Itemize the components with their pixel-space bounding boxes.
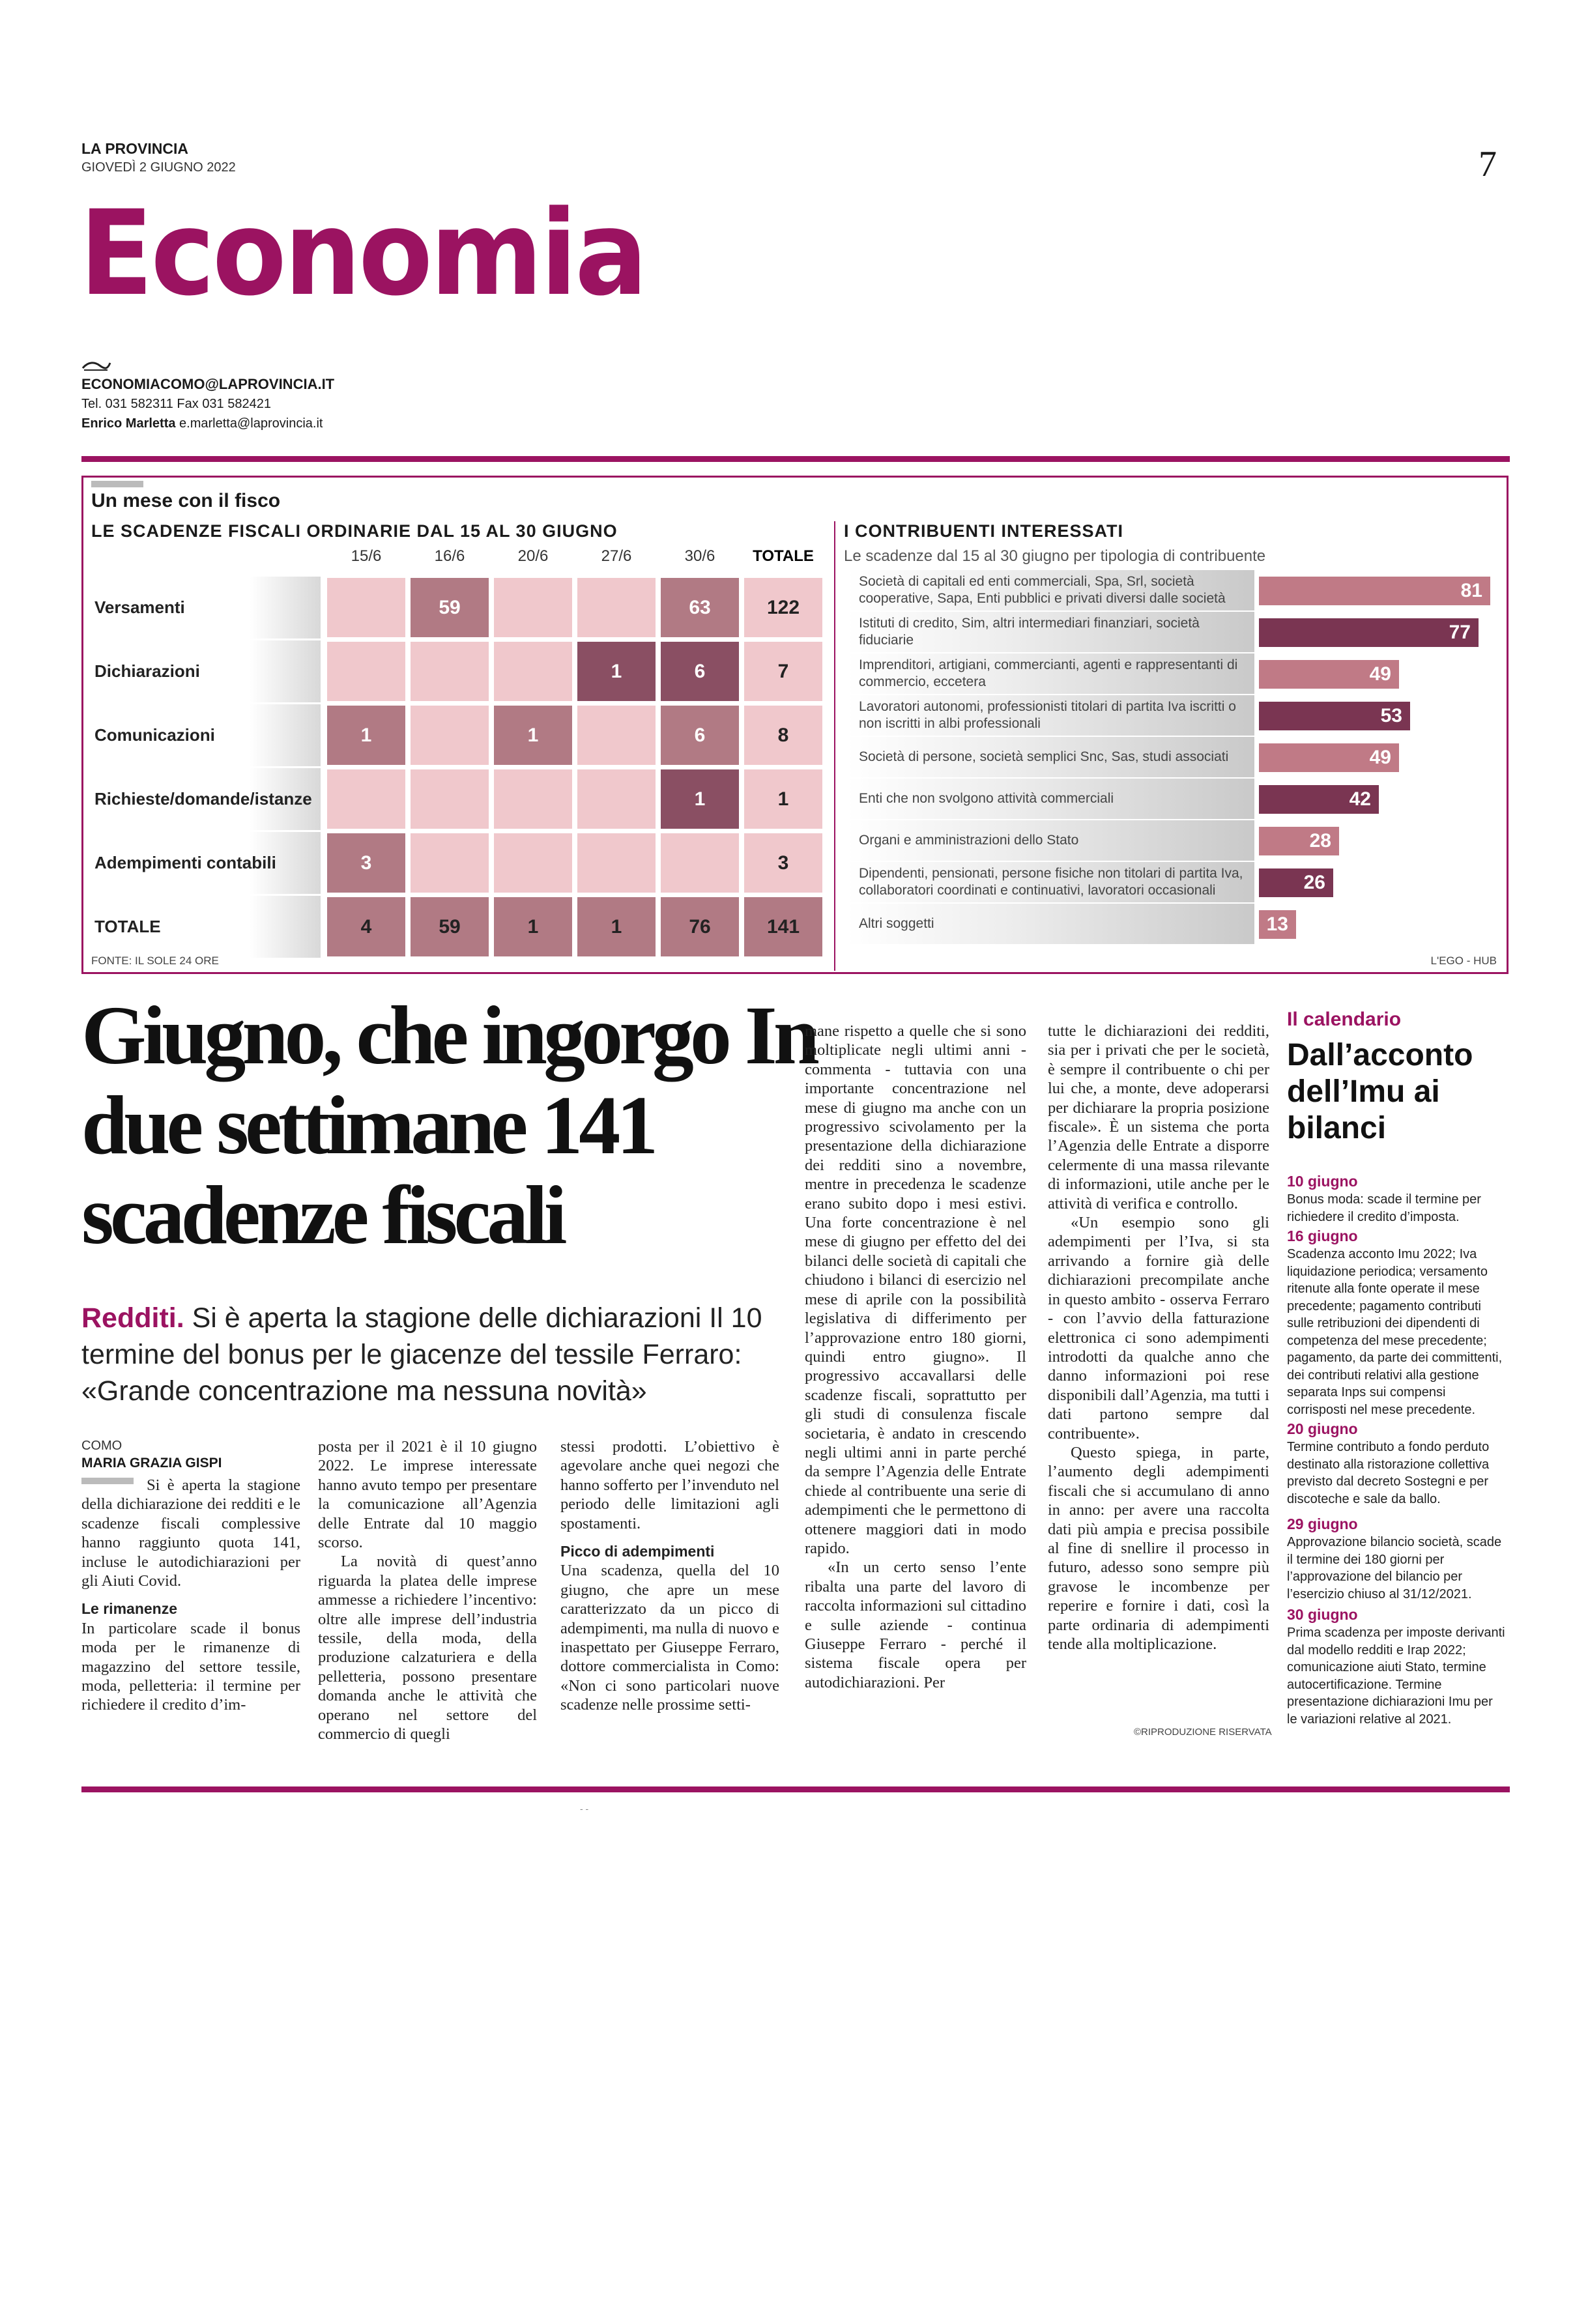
table-cell: 59 (409, 577, 490, 638)
chart-bar (1259, 743, 1399, 772)
calendar-text: Bonus moda: scade il termine per richiedere il credito d’imposta. (1287, 1192, 1481, 1224)
article-column-1 (81, 1476, 300, 1715)
table-column-header: 15/6 (351, 547, 382, 565)
table-row-label: Adempimenti contabili (94, 853, 276, 872)
calendar-date: 10 giugno (1287, 1173, 1358, 1190)
subtitle-picco: Picco di adempimenti (560, 1543, 715, 1560)
table-cell (659, 832, 740, 894)
article-column-3 (560, 1437, 779, 1715)
chart-bar (1259, 910, 1296, 939)
table-row-label: Comunicazioni (94, 725, 215, 745)
calendar-text: Termine contributo a fondo perduto destinato alla ristorazione collettiva previsto dal decreto Sostegni e per discoteche e sale da ballo. (1287, 1440, 1490, 1506)
table-cell: 1 (493, 704, 573, 766)
phone-fax: Tel. 031 582311 Fax 031 582421 (81, 397, 271, 411)
table-cell: 6 (659, 704, 740, 766)
table-cell (326, 640, 407, 702)
section-title: Economia (79, 186, 646, 322)
table-cell: 3 (743, 832, 824, 894)
table-cell: 122 (743, 577, 824, 638)
editor-name: Enrico Marletta (81, 416, 176, 431)
table-cell (576, 577, 657, 638)
table-cell: 1 (576, 640, 657, 702)
table-cell: 1 (659, 768, 740, 830)
calendar-text: Scadenza acconto Imu 2022; Iva liquidazione periodica; versamento ritenute alla fonte operate il mese precedente; pagamento contributi sulle retribuzioni dei dipendenti di competenza del mese precedente; pagamento, da parte dei committenti, dei contributi relativi alla gestione separata Inps sui compensi corrisposti nel mese precedente. (1287, 1247, 1503, 1417)
table-cell: 1 (743, 768, 824, 830)
paragraph: Questo spiega, in parte, l’aumento degli adempimenti fiscali che si accumulano di anno in anno: per avere una raccolta dati più ampia e precisa possibile al fine di snellire il processo in futuro, adesso sono sempre più gravose le incombenze per reperire e fornire i dati, così la parte ordinaria di adempimenti tende alla moltiplicazione. (1048, 1443, 1269, 1653)
subhead-text: Si è aperta la stagione delle dichiarazioni Il 10 termine del bonus per le giacenze del tessile Ferraro: «Grande concentrazione ma nessuna novità» (81, 1302, 762, 1407)
chart-bar (1259, 577, 1490, 605)
table-cell (576, 704, 657, 766)
category-label: Dipendenti, pensionati, persone fisiche non titolari di partita Iva, collaboratori coordinati e continuativi, lavoratori occasionali (859, 866, 1243, 898)
bar-value-label: 13 (1266, 913, 1288, 935)
category-label: Enti che non svolgono attività commerciali (859, 791, 1114, 806)
category-label: Società di persone, società semplici Snc, Sas, studi associati (859, 749, 1229, 764)
issue-date: GIOVEDÌ 2 GIUGNO 2022 (81, 160, 236, 175)
table-column-header: 20/6 (517, 547, 549, 565)
table-cell (493, 640, 573, 702)
subhead-kicker: Redditi. (81, 1302, 184, 1334)
category-label: Altri soggetti (859, 916, 934, 931)
table-cell: 8 (743, 704, 824, 766)
chart-bar (1259, 785, 1379, 814)
table-cell: 1 (576, 896, 657, 958)
table-column-header: 30/6 (684, 547, 715, 565)
paragraph: posta per il 2021 è il 10 giugno 2022. Le imprese interessate hanno avuto tempo per presentare la comunicazione all’Agenzia delle Entrate dal 10 maggio scorso. (318, 1438, 537, 1552)
table-cell: 63 (659, 577, 740, 638)
bar-value-label: 81 (1460, 580, 1482, 601)
top-rule (81, 456, 1510, 462)
paragraph: stessi prodotti. L’obiettivo è agevolare anche quei negozi che hanno sofferto per l’invenduto nel periodo delle limitazioni agli spostamenti. (560, 1438, 779, 1532)
bottom-rule (81, 1786, 1510, 1792)
chart-heading: I CONTRIBUENTI INTERESSATI (844, 521, 1124, 541)
article-column-2 (318, 1437, 537, 1744)
category-label: Lavoratori autonomi, professionisti titolari di partita Iva iscritti o non iscritti in albi professionali (859, 699, 1236, 731)
calendar-date: 16 giugno (1287, 1227, 1358, 1244)
paragraph: «In un certo senso l’ente ribalta una parte del lavoro di raccolta informazioni sul cittadino e sulle aziende - continua Giuseppe Ferraro - perché il sistema fiscale opera per autodichiarazioni. Per (805, 1558, 1026, 1691)
table-cell: 1 (493, 896, 573, 958)
subtitle-rimanenze: Le rimanenze (81, 1600, 177, 1618)
table-cell: 3 (326, 832, 407, 894)
pen-icon (81, 360, 111, 372)
table-cell (576, 768, 657, 830)
chart-bar (1259, 660, 1399, 689)
table-row-label: Richieste/domande/istanze (94, 789, 312, 809)
chart-bar (1259, 618, 1479, 647)
table-cell: 7 (743, 640, 824, 702)
decorative-mark: - - (580, 1803, 589, 1814)
editor-email[interactable]: e.marletta@laprovincia.it (179, 416, 323, 431)
sidebar-title: Dall’acconto dell’Imu ai bilanci (1287, 1038, 1473, 1145)
infographic-divider (834, 521, 835, 971)
newspaper-name: LA PROVINCIA (81, 140, 188, 157)
copyright-note: ©RIPRODUZIONE RISERVATA (1134, 1727, 1272, 1738)
sidebar-kicker: Il calendario (1287, 1009, 1402, 1030)
table-cell (326, 768, 407, 830)
infographic-kicker: Un mese con il fisco (91, 490, 281, 511)
table-cell (493, 577, 573, 638)
calendar-date: 30 giugno (1287, 1606, 1358, 1623)
article-column-5 (1048, 1022, 1269, 1654)
contact-block (81, 375, 334, 433)
category-label: Imprenditori, artigiani, commercianti, agenti e rappresentanti di commercio, eccetera (859, 657, 1238, 689)
table-cell: 59 (409, 896, 490, 958)
category-label: Società di capitali ed enti commerciali, Spa, Srl, società cooperative, Sapa, Enti pubblici e privati diversi dalle società (859, 574, 1226, 606)
paragraph: In particolare scade il bonus moda per le rimanenze di magazzino del settore tessile, moda, pelletteria: il termine per richiedere il credito d’im- (81, 1619, 300, 1714)
bar-value-label: 42 (1349, 788, 1371, 810)
table-row-label: TOTALE (94, 917, 161, 936)
source-note: FONTE: IL SOLE 24 ORE (91, 954, 219, 967)
category-label: Istituti di credito, Sim, altri intermediari finanziari, società fiduciarie (859, 616, 1200, 648)
graphic-credit: L'EGO - HUB (1430, 954, 1497, 967)
bar-value-label: 77 (1449, 622, 1471, 643)
byline: MARIA GRAZIA GISPI (81, 1456, 222, 1470)
bar-value-label: 49 (1369, 747, 1391, 768)
table-cell: 4 (326, 896, 407, 958)
section-email[interactable]: ECONOMIACOMO@LAPROVINCIA.IT (81, 376, 335, 392)
article-subhead (81, 1300, 818, 1409)
table-column-header: 27/6 (601, 547, 632, 565)
article-headline: Giugno, che ingorgo In due settimane 141 scadenze fiscali (81, 989, 816, 1261)
table-cell (493, 832, 573, 894)
calendar-text: Approvazione bilancio società, scade il termine dei 180 giorni per l’approvazione del bilancio per l’esercizio chiuso al 31/12/2021. (1287, 1535, 1502, 1601)
table-cell (409, 832, 490, 894)
chart-bar (1259, 827, 1339, 855)
table-cell (409, 768, 490, 830)
calendar-date: 29 giugno (1287, 1515, 1358, 1532)
dateline: COMO (81, 1439, 123, 1453)
table-heading: LE SCADENZE FISCALI ORDINARIE DAL 15 AL 30 GIUGNO (91, 521, 618, 541)
table-cell (326, 577, 407, 638)
paragraph: La novità di quest’anno riguarda la platea delle imprese ammesse a richiedere l’incentivo: oltre alle imprese dell’industria tessile, della moda, della produzione calzaturiera e della pelletteria, possono presentare domanda anche le attività che operano nel settore del commercio di quegli (318, 1553, 537, 1743)
editor-line (81, 414, 334, 433)
table-row-label: Versamenti (94, 597, 185, 617)
chart-subheading: Le scadenze dal 15 al 30 giugno per tipologia di contribuente (844, 547, 1266, 565)
paragraph: tutte le dichiarazioni dei redditi, sia per i privati che per le società, è sempre il contribuente o chi per lui che, a monte, deve adoperarsi per dichiarare la propria posizione fiscale». È un sistema che porta l’Agenzia delle Entrate a disporre celermente di una massa rilevante di informazioni, utile anche per le attività di verifica e controllo. (1048, 1022, 1269, 1212)
article-column-4 (805, 1022, 1026, 1692)
table-column-header: TOTALE (753, 547, 814, 565)
bar-value-label: 28 (1309, 830, 1331, 852)
bar-value-label: 49 (1369, 663, 1391, 685)
bar-value-label: 26 (1303, 872, 1325, 893)
calendar-date: 20 giugno (1287, 1420, 1358, 1437)
bar-value-label: 53 (1380, 705, 1402, 726)
table-cell (409, 640, 490, 702)
chart-bar (1259, 868, 1333, 897)
table-cell: 1 (326, 704, 407, 766)
category-label: Organi e amministrazioni dello Stato (859, 833, 1079, 848)
kicker-bar (91, 481, 143, 487)
page-number: 7 (1479, 144, 1497, 184)
paragraph: mane rispetto a quelle che si sono moltiplicate negli ultimi anni - commenta - tuttavia con una importante concentrazione nel mese di giugno ma anche con un progressivo scivolamento per la presentazione della dichiarazione dei redditi sino a novembre, mentre in precedenza le scadenze erano subito dopo i mesi estivi. Una forte concentrazione è nel mese di giugno per effetto del dei bilanci delle società di capitali che chiudono i bilanci di esercizio nel mese di aprile con la possibilità legislativa di differimento per l’approvazione entro 180 giorni, quindi entro giugno». Il progressivo accavallarsi delle scadenze fiscali, soprattutto per gli studi di consulenza fiscale societaria, è andato in crescendo negli ultimi anni in parte perché da sempre l’Agenzia delle Entrate chiede al contribuente una serie di adempimenti che le permettono di ottenere maggiori dati in modo rapido. (805, 1022, 1026, 1557)
paragraph: «Un esempio sono gli adempimenti per l’Iva, si sta arrivando a fornire già delle dichiarazioni precompilate anche in questo ambito - osserva Ferraro - con l’avvio della fatturazione elettronica ci sono adempimenti introdotti da qualche anno che danno informazioni poi rese disponibili dall’Agenzia, ma tutti i dati partono sempre dal contribuente». (1048, 1214, 1269, 1442)
table-column-header: 16/6 (434, 547, 465, 565)
table-cell (409, 704, 490, 766)
chart-bar (1259, 702, 1410, 730)
paragraph: Una scadenza, quella del 10 giugno, che apre un mese caratterizzato da un picco di adempimenti, ma nulla di nuovo e inaspettato per Giuseppe Ferraro, dottore commercialista in Como: «Non ci sono particolari nuove scadenze nelle prossime setti- (560, 1562, 779, 1714)
table-cell: 141 (743, 896, 824, 958)
table-cell: 76 (659, 896, 740, 958)
table-cell: 6 (659, 640, 740, 702)
table-row-label: Dichiarazioni (94, 661, 200, 681)
paragraph: Si è aperta la stagione della dichiarazione dei redditi e le scadenze fiscali complessive hanno raggiunto quota 141, incluse le autodichiarazioni per gli Aiuti Covid. (81, 1476, 300, 1590)
table-cell (576, 832, 657, 894)
table-cell (493, 768, 573, 830)
calendar-text: Prima scadenza per imposte derivanti dal modello redditi e Irap 2022; comunicazione aiuti Stato, termine autocertificazione. Termine presentazione dichiarazioni Imu per le variazioni relative al 2021. (1287, 1626, 1505, 1727)
